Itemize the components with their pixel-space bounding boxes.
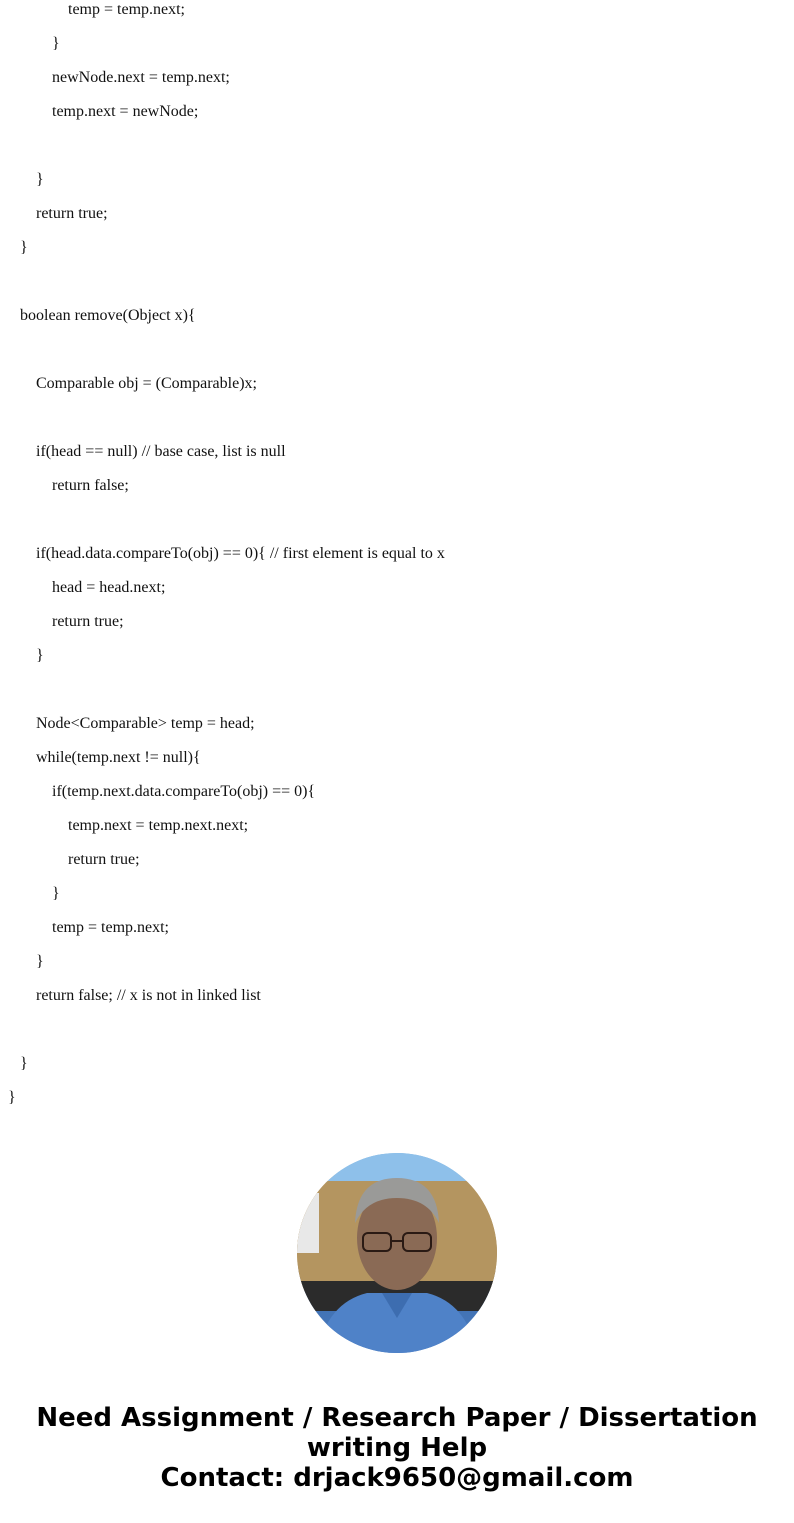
banner-line-1: Need Assignment / Research Paper / Dissertation bbox=[36, 1403, 758, 1433]
code-line: return true; bbox=[36, 205, 108, 222]
contact-email: Contact: drjack9650@gmail.com bbox=[160, 1463, 634, 1493]
code-line: newNode.next = temp.next; bbox=[52, 69, 230, 86]
code-line: } bbox=[20, 239, 28, 256]
code-line: } bbox=[36, 953, 44, 970]
author-avatar bbox=[297, 1153, 497, 1353]
code-line bbox=[0, 136, 794, 170]
code-line: temp = temp.next; bbox=[68, 1, 185, 18]
code-line bbox=[0, 408, 794, 442]
contact-banner bbox=[0, 1403, 794, 1493]
code-line: if(head == null) // base case, list is null bbox=[36, 443, 286, 460]
code-line: return true; bbox=[68, 851, 140, 868]
code-line: while(temp.next != null){ bbox=[36, 749, 201, 766]
code-line: head = head.next; bbox=[52, 579, 166, 596]
code-line: } bbox=[8, 1089, 16, 1106]
code-line: return true; bbox=[52, 613, 124, 630]
code-line: Node<Comparable> temp = head; bbox=[36, 715, 255, 732]
code-line: } bbox=[36, 647, 44, 664]
code-line: temp = temp.next; bbox=[52, 919, 169, 936]
code-line bbox=[0, 1020, 794, 1054]
code-line bbox=[0, 340, 794, 374]
code-line: Comparable obj = (Comparable)x; bbox=[36, 375, 257, 392]
person-photo-icon bbox=[297, 1153, 497, 1353]
code-line bbox=[0, 680, 794, 714]
banner-line-2: writing Help bbox=[306, 1433, 488, 1463]
code-line: } bbox=[52, 35, 60, 52]
code-line: } bbox=[36, 171, 44, 188]
code-line: temp.next = newNode; bbox=[52, 103, 199, 120]
code-line bbox=[0, 510, 794, 544]
code-line: } bbox=[20, 1055, 28, 1072]
code-line: temp.next = temp.next.next; bbox=[68, 817, 249, 834]
code-line: } bbox=[52, 885, 60, 902]
code-line: if(head.data.compareTo(obj) == 0){ // first element is equal to x bbox=[36, 545, 445, 562]
code-line: return false; // x is not in linked list bbox=[36, 987, 261, 1004]
code-line: boolean remove(Object x){ bbox=[20, 307, 196, 324]
code-line: return false; bbox=[52, 477, 129, 494]
code-line bbox=[0, 272, 794, 306]
code-line: if(temp.next.data.compareTo(obj) == 0){ bbox=[52, 783, 316, 800]
